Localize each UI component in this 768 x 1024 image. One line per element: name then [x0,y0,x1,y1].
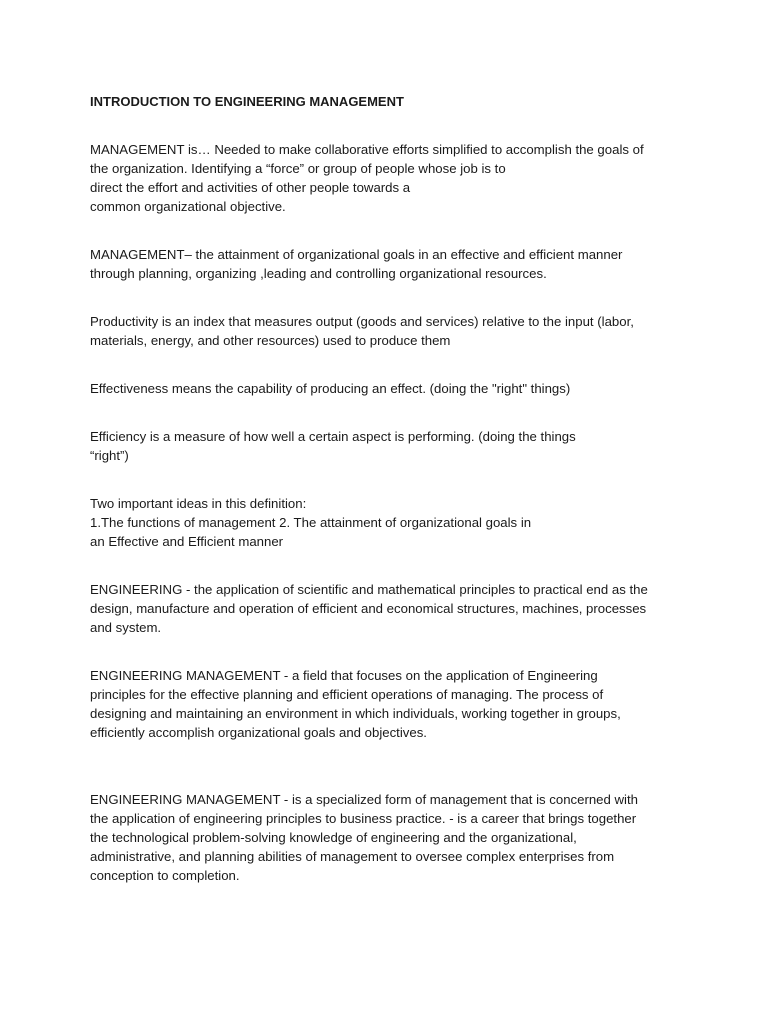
paragraph-productivity [90,312,690,350]
text-line: through planning, organizing ,leading and controlling organizational resources. [90,266,547,281]
text-line: common organizational objective. [90,199,286,214]
text-line: conception to completion. [90,868,240,883]
paragraph-engineering-management-career [90,790,690,885]
text-line: ENGINEERING - the application of scientific and mathematical principles to practical end as the [90,582,648,597]
text-line: administrative, and planning abilities of management to oversee complex enterprises from [90,849,615,864]
paragraph-management-attainment [90,245,690,283]
document-title: INTRODUCTION TO ENGINEERING MANAGEMENT [90,94,404,109]
paragraph-two-ideas [90,494,690,551]
text-line: principles for the effective planning and efficient operations of managing. The process of [90,687,604,702]
paragraph-effectiveness [90,379,690,398]
text-line: direct the effort and activities of other people towards a [90,180,411,195]
document-page [90,92,690,885]
text-line: Effectiveness means the capability of producing an effect. (doing the "right" things) [90,381,571,396]
text-line: the application of engineering principles to business practice. - is a career that brings together [90,811,637,826]
text-line: Efficiency is a measure of how well a certain aspect is performing. (doing the things [90,429,576,444]
text-line: materials, energy, and other resources) used to produce them [90,333,451,348]
text-line: the technological problem-solving knowledge of engineering and the organizational, [90,830,577,845]
text-line: design, manufacture and operation of efficient and economical structures, machines, processes [90,601,647,616]
text-line: “right”) [90,448,129,463]
text-line: ENGINEERING MANAGEMENT - is a specialized form of management that is concerned with [90,792,638,807]
paragraph-efficiency [90,427,690,465]
text-line: designing and maintaining an environment in which individuals, working together in groups, [90,706,621,721]
text-line: Productivity is an index that measures output (goods and services) relative to the input (labor, [90,314,634,329]
text-line: efficiently accomplish organizational goals and objectives. [90,725,427,740]
paragraph-management-definition [90,140,690,216]
text-line: and system. [90,620,162,635]
text-line: the organization. Identifying a “force” or group of people whose job is to [90,161,506,176]
paragraph-engineering-management-field [90,666,690,742]
text-line: 1.The functions of management 2. The attainment of organizational goals in [90,515,532,530]
text-line: ENGINEERING MANAGEMENT - a field that focuses on the application of Engineering [90,668,598,683]
text-line: MANAGEMENT is… Needed to make collaborative efforts simplified to accomplish the goals of [90,142,644,157]
paragraph-engineering [90,580,690,637]
text-line: Two important ideas in this definition: [90,496,307,511]
text-line: MANAGEMENT– the attainment of organizational goals in an effective and efficient manner [90,247,623,262]
text-line: an Effective and Efficient manner [90,534,284,549]
